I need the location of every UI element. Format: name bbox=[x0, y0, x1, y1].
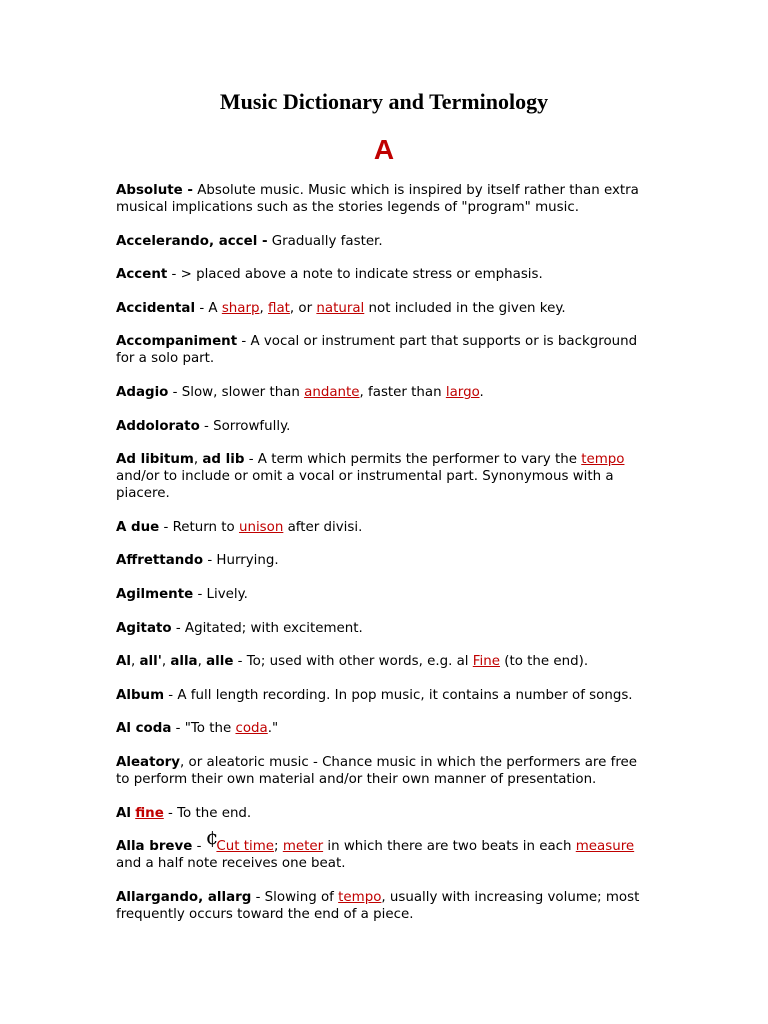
entry-text: , bbox=[130, 654, 140, 670]
glossary-entry bbox=[116, 552, 652, 569]
entry-term: Al coda bbox=[116, 721, 172, 737]
entry-text: - bbox=[192, 839, 206, 855]
entry-text: , faster than bbox=[359, 384, 446, 400]
entry-text: Absolute music. Music which is inspired by itself rather than extra musical implications such as the stories legends of "program" music. bbox=[116, 183, 639, 215]
glossary-entry bbox=[116, 300, 652, 317]
entry-text: - "To the bbox=[171, 721, 236, 737]
glossary-entry bbox=[116, 653, 652, 670]
entry-text: - Return to bbox=[159, 519, 239, 535]
entry-text: not included in the given key. bbox=[364, 300, 566, 316]
entry-text: , or aleatoric music - Chance music in which the performers are free to perform their own material and/or their own manner of presentation. bbox=[116, 754, 638, 787]
glossary-entry bbox=[116, 266, 652, 283]
page-title: Music Dictionary and Terminology bbox=[219, 89, 549, 114]
glossary-entry bbox=[116, 233, 652, 250]
entry-text: after divisi. bbox=[283, 519, 363, 535]
entry-text: - To the end. bbox=[163, 805, 252, 821]
entry-term: Accent bbox=[116, 267, 168, 283]
entry-term: Agilmente bbox=[116, 586, 194, 602]
entry-text: - Slow, slower than bbox=[168, 384, 305, 400]
glossary-link[interactable]: sharp bbox=[221, 300, 260, 316]
entry-text: - Hurrying. bbox=[203, 553, 279, 569]
glossary-entry bbox=[116, 805, 652, 822]
entry-text: and/or to include or omit a vocal or instrumental part. Synonymous with a piacere. bbox=[116, 469, 614, 502]
entry-text: - Agitated; with excitement. bbox=[171, 620, 363, 636]
entry-term: Al bbox=[116, 654, 131, 670]
entry-text: (to the end). bbox=[499, 654, 589, 670]
entry-term: Absolute - bbox=[116, 183, 193, 198]
entry-text: Gradually faster. bbox=[267, 233, 383, 249]
glossary-entry bbox=[116, 825, 652, 872]
entry-text: ; bbox=[274, 839, 283, 855]
glossary-entry bbox=[116, 451, 652, 502]
glossary-entry bbox=[116, 519, 652, 536]
entry-text: , usually with increasing volume; most frequently occurs toward the end of a piece. bbox=[116, 889, 640, 922]
glossary-link[interactable]: tempo bbox=[581, 452, 625, 468]
glossary-link[interactable]: largo bbox=[445, 384, 480, 400]
glossary-entry bbox=[116, 384, 652, 401]
glossary-entry bbox=[116, 586, 652, 603]
entry-term: Album bbox=[116, 687, 165, 703]
entry-text: - A vocal or instrument part that supports or is background for a solo part. bbox=[116, 334, 638, 367]
entry-term: Ad libitum bbox=[116, 452, 194, 468]
glossary-link[interactable]: meter bbox=[282, 839, 324, 855]
glossary-link[interactable]: Cut time bbox=[216, 839, 275, 855]
entry-text: - Slowing of bbox=[251, 889, 339, 905]
glossary-link[interactable]: andante bbox=[304, 384, 360, 400]
entry-text: - Sorrowfully. bbox=[199, 418, 291, 434]
glossary-entry bbox=[116, 889, 652, 923]
entry-term: Agitato bbox=[116, 620, 172, 636]
glossary-entry bbox=[116, 720, 652, 737]
section-letter-heading: A bbox=[373, 134, 395, 165]
glossary-link[interactable]: fine bbox=[135, 805, 164, 821]
glossary-entry bbox=[116, 182, 652, 216]
entry-text: - A term which permits the performer to vary the bbox=[244, 452, 582, 468]
entry-term: Accidental bbox=[116, 300, 196, 316]
entry-term: ad lib bbox=[202, 452, 245, 468]
glossary-entry bbox=[116, 418, 652, 435]
entry-term: Affrettando bbox=[116, 553, 204, 569]
glossary-link[interactable]: measure bbox=[575, 839, 635, 855]
glossary-link[interactable]: unison bbox=[238, 519, 284, 535]
entry-term: A due bbox=[116, 519, 160, 535]
entry-term: Al bbox=[116, 805, 131, 821]
entry-text: , or bbox=[289, 300, 317, 316]
glossary-link[interactable]: coda bbox=[235, 721, 268, 737]
entry-text: , bbox=[259, 300, 269, 316]
entry-term: Alla breve bbox=[116, 839, 193, 855]
entry-term: Addolorato bbox=[116, 418, 200, 434]
cut-time-icon: ¢ bbox=[205, 825, 219, 850]
glossary-entry bbox=[116, 333, 652, 367]
entry-text: - A full length recording. In pop music, it contains a number of songs. bbox=[164, 687, 633, 703]
entry-term: Adagio bbox=[116, 384, 169, 400]
entry-text: , bbox=[193, 452, 203, 468]
entry-term: Aleatory bbox=[116, 754, 181, 770]
entry-term: Accompaniment bbox=[116, 334, 238, 350]
entry-term: Allargando, allarg bbox=[116, 889, 252, 905]
entry-term: all' bbox=[139, 654, 162, 670]
entry-text: and a half note receives one beat. bbox=[116, 856, 346, 872]
entry-text: ." bbox=[267, 721, 279, 737]
glossary-entry bbox=[116, 687, 652, 704]
glossary-link[interactable]: tempo bbox=[338, 889, 382, 905]
entry-text: - > placed above a note to indicate stress or emphasis. bbox=[167, 267, 543, 283]
entry-text: - Lively. bbox=[193, 586, 248, 602]
entry-text: , bbox=[197, 654, 207, 670]
entry-text: in which there are two beats in each bbox=[323, 839, 576, 855]
entry-term: alle bbox=[206, 654, 234, 670]
entry-text: - A bbox=[195, 300, 222, 316]
entry-text: , bbox=[161, 654, 171, 670]
entry-term: alla bbox=[170, 654, 198, 670]
glossary-entries bbox=[116, 182, 652, 939]
glossary-link[interactable]: natural bbox=[316, 300, 365, 316]
entry-text: . bbox=[479, 384, 484, 400]
glossary-entry bbox=[116, 754, 652, 788]
entry-term: Accelerando, accel - bbox=[116, 233, 268, 249]
glossary-link[interactable]: flat bbox=[268, 300, 290, 316]
entry-text: - To; used with other words, e.g. al bbox=[233, 654, 473, 670]
glossary-entry bbox=[116, 620, 652, 637]
glossary-link[interactable]: Fine bbox=[472, 654, 500, 670]
